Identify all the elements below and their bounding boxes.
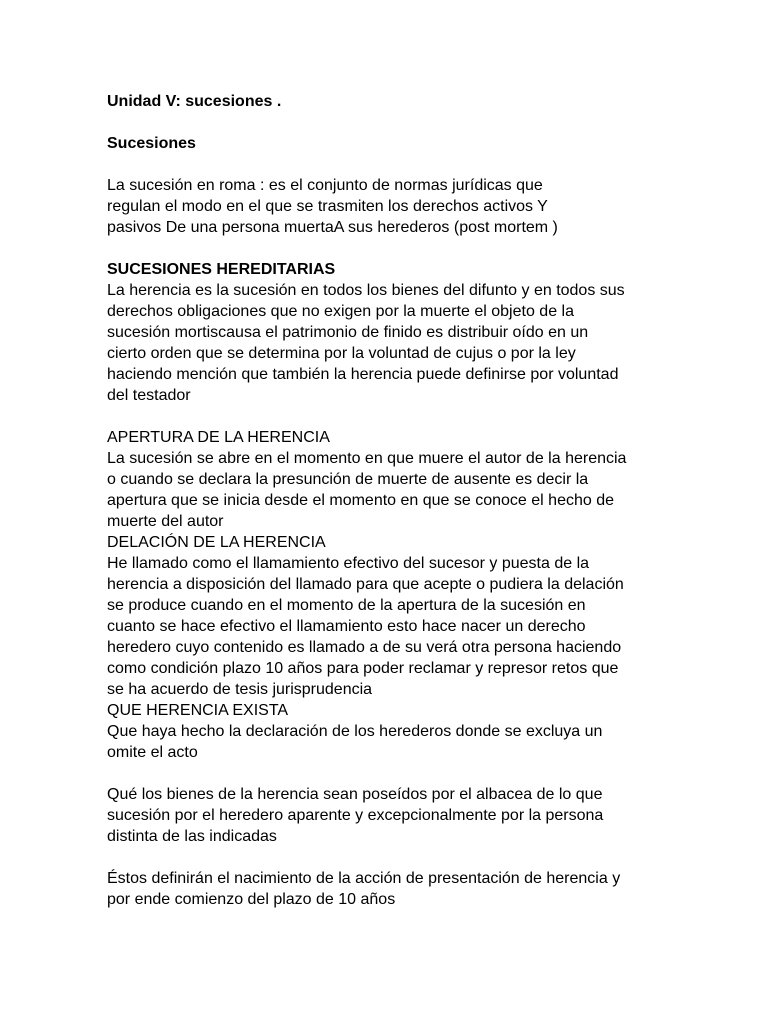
spacer bbox=[107, 847, 667, 868]
text-line: sucesión mortiscausa el patrimonio de finido es distribuir oído en un bbox=[107, 324, 589, 341]
delacion-paragraph bbox=[107, 553, 667, 700]
spacer bbox=[107, 406, 667, 427]
text-line: heredero cuyo contenido es llamado a de su verá otra persona haciendo bbox=[107, 639, 622, 656]
text-line: del testador bbox=[107, 387, 191, 404]
heading-sucesiones-hereditarias: SUCESIONES HEREDITARIAS bbox=[107, 261, 336, 278]
text-line: cuanto se hace efectivo el llamamiento esto hace nacer un derecho bbox=[107, 618, 586, 635]
text-line: distinta de las indicadas bbox=[107, 828, 277, 845]
text-line: Éstos definirán el nacimiento de la acción de presentación de herencia y bbox=[107, 870, 621, 887]
text-line: se ha acuerdo de tesis jurisprudencia bbox=[107, 681, 373, 698]
text-line: Qué los bienes de la herencia sean poseídos por el albacea de lo que bbox=[107, 786, 603, 803]
text-line: como condición plazo 10 años para poder reclamar y represor retos que bbox=[107, 660, 619, 677]
text-line: pasivos De una persona muertaA sus herederos (post mortem ) bbox=[107, 219, 558, 236]
text-line: cierto orden que se determina por la voluntad de cujus o por la ley bbox=[107, 345, 576, 362]
text-line: se produce cuando en el momento de la apertura de la sucesión en bbox=[107, 597, 586, 614]
text-line: La herencia es la sucesión en todos los bienes del difunto y en todos sus bbox=[107, 282, 625, 299]
text-line: apertura que se inicia desde el momento en que se conoce el hecho de bbox=[107, 492, 615, 509]
text-line: La sucesión en roma : es el conjunto de normas jurídicas que bbox=[107, 177, 543, 194]
text-line: derechos obligaciones que no exigen por la muerte el objeto de la bbox=[107, 303, 574, 320]
definiran-paragraph bbox=[107, 868, 667, 910]
text-line: muerte del autor bbox=[107, 513, 224, 530]
text-line: o cuando se declara la presunción de muerte de ausente es decir la bbox=[107, 471, 589, 488]
text-line: regulan el modo en el que se trasmiten los derechos activos Y bbox=[107, 198, 548, 215]
text-line: haciendo mención que también la herencia puede definirse por voluntad bbox=[107, 366, 619, 383]
document-page bbox=[107, 91, 667, 910]
heading-que-herencia-exista: QUE HERENCIA EXISTA bbox=[107, 702, 289, 719]
section-heading-sucesiones: Sucesiones bbox=[107, 135, 196, 152]
text-line: La sucesión se abre en el momento en que muere el autor de la herencia bbox=[107, 450, 627, 467]
spacer bbox=[107, 154, 667, 175]
text-line: Que haya hecho la declaración de los herederos donde se excluya un bbox=[107, 723, 603, 740]
intro-paragraph bbox=[107, 175, 667, 238]
spacer bbox=[107, 238, 667, 259]
heading-apertura: APERTURA DE LA HERENCIA bbox=[107, 429, 330, 446]
spacer bbox=[107, 763, 667, 784]
poseidos-paragraph bbox=[107, 784, 667, 847]
hereditarias-paragraph bbox=[107, 280, 667, 406]
text-line: omite el acto bbox=[107, 744, 198, 761]
spacer bbox=[107, 112, 667, 133]
existencia-paragraph bbox=[107, 721, 667, 763]
document-title: Unidad V: sucesiones . bbox=[107, 93, 282, 110]
text-line: sucesión por el heredero aparente y excepcionalmente por la persona bbox=[107, 807, 604, 824]
apertura-paragraph bbox=[107, 448, 667, 532]
heading-delacion: DELACIÓN DE LA HERENCIA bbox=[107, 534, 326, 551]
text-line: herencia a disposición del llamado para que acepte o pudiera la delación bbox=[107, 576, 624, 593]
text-line: por ende comienzo del plazo de 10 años bbox=[107, 891, 396, 908]
text-line: He llamado como el llamamiento efectivo del sucesor y puesta de la bbox=[107, 555, 590, 572]
